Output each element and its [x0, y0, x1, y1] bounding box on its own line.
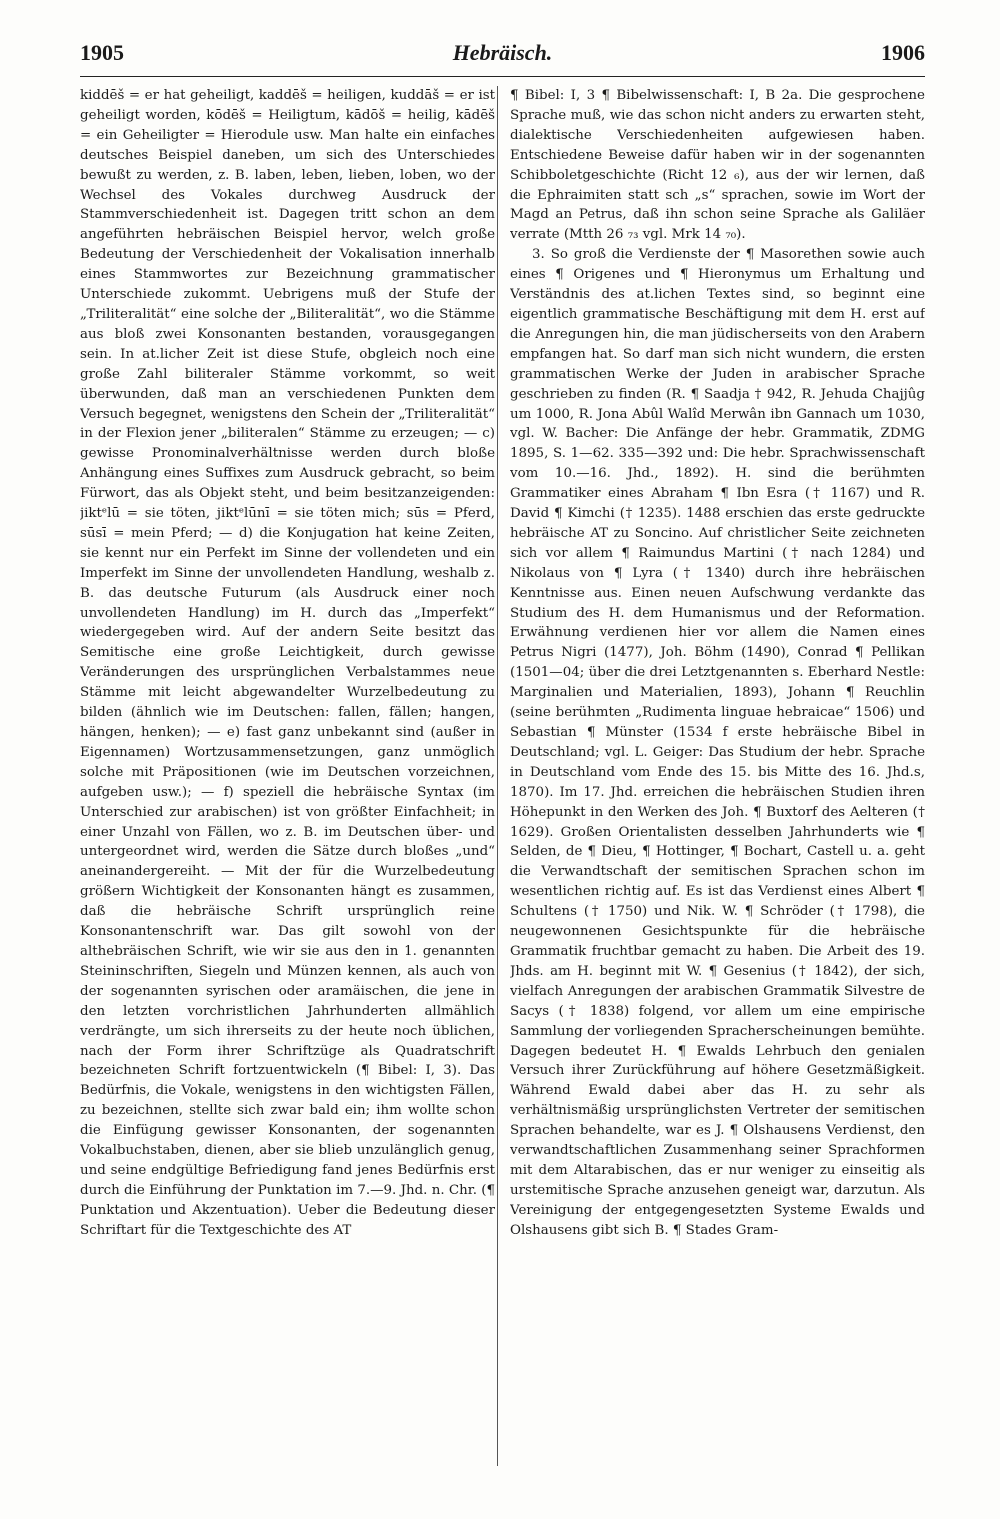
left-paragraph-1: kiddēš = er hat geheiligt, kaddēš = heiligen, kuddāš = er ist geheiligt worden, kōdēš = Heiligtum, kādōš = heilig, kādēš = ein Geheiligter = Hierodule usw. Man halte ein einfaches deutsches Beispiel daneben, um sich des Unterschiedes bewußt zu werden, z. B. laben, leben, lieben, loben, wo der Wechsel des Vokales durchweg Ausdruck der Stammverschiedenheit ist. Dagegen tritt schon an dem angeführten hebräischen Beispiel hervor, welch große Bedeutung der Verschiedenheit der Vokalisation innerhalb eines Stammwortes zur Bezeichnung grammatischer Unterschiede zukommt. Uebrigens muß der Stufe der „Triliteralität“ eine solche der „Biliteralität“, wo die Stämme aus bloß zwei Konsonanten bestanden, vorausgegangen sein. In at.licher Zeit ist diese Stufe, obgleich noch eine große Zahl biliteraler Stämme vorkommt, so weit überwunden, daß man an verschiedenen Punkten dem Versuch begegnet, wenigstens den Schein der „Triliteralität“ in der Flexion jener „biliteralen“ Stämme zu erzeugen; — c) gewisse Pronominalverhältnisse werden durch bloße Anhängung eines Suffixes zum Ausdruck gebracht, so beim Fürwort, das als Objekt steht, und beim besitzanzeigenden: jiktᵉlū = sie töten, jiktᵉlūnī = sie töten mich; sūs = Pferd, sūsī = mein Pferd; — d) die Konjugation hat keine Zeiten, sie kennt nur ein Perfekt im Sinne der vollendeten und ein Imperfekt im Sinne der unvollendeten Handlung, weshalb z. B. das deutsche Futurum (als Ausdruck einer noch unvollendeten Handlung) im H. durch das „Imperfekt“ wiedergegeben wird. Auf der andern Seite besitzt das Semitische eine große Leichtigkeit, durch gewisse Veränderungen des ursprünglichen Verbalstammes neue Stämme mit leicht abgewandelter Wurzelbedeutung zu bilden (ähnlich wie im Deutschen: fallen, fällen; hangen, hängen, henken); — e) fast ganz unbekannt sind (außer in Eigennamen) Wortzusammensetzungen, ganz unmöglich solche mit Präpositionen (wie im Deutschen vorzeichnen, aufgeben usw.); — f) speziell die hebräische Syntax (im Unterschied zur arabischen) ist von größter Einfachheit; in einer Unzahl von Fällen, wo z. B. im Deutschen über- und untergeordnet wird, werden die Sätze durch bloßes „und“ aneinandergereiht. — Mit der für die Wurzelbedeutung größern Wichtigkeit der Konsonanten hängt es zusammen, daß die hebräische Schrift ursprünglich reine Konsonantenschrift war. Das gilt sowohl von der althebräischen Schrift, wie wir sie aus den in 1. genannten Steininschriften, Siegeln und Münzen kennen, als auch von der sogenannten syrischen oder aramäischen, die jene in den letzten vorchristlichen Jahrhunderten allmählich verdrängte, um sich ihrerseits zu der heute noch üblichen, nach der Form ihrer Schriftzüge als Quadratschrift bezeichneten Schrift fortzuentwickeln (¶ Bibel: I, 3). Das Bedürfnis, die Vokale, wenigstens in den wichtigsten Fällen, zu bezeichnen, stellte sich zwar bald ein; ihm wollte schon die Einfügung gewisser Konsonanten, der sogenannten Vokalbuchstaben, dienen, aber sie blieb unzulänglich genug, und seine endgültige Befriedigung fand jenes Bedürfnis erst durch die Einführung der Punktation im 7.—9. Jhd. n. Chr. (¶ Punktation und Akzentuation). Ueber die Bedeutung dieser Schriftart für die Textgeschichte des AT [80, 88, 495, 1238]
column-divider [497, 86, 498, 1466]
running-title: Hebräisch. [452, 40, 553, 65]
right-paragraph-1: ¶ Bibel: I, 3 ¶ Bibelwissenschaft: I, B 2a. Die gesprochene Sprache muß, wie das schon nicht anders zu erwarten steht, dialektische Verschiedenheiten aufgewiesen haben. Entschiedene Beweise dafür haben wir in der sogenannten Schibboletgeschichte (Richt 12 ₆), aus der wir lernen, daß die Ephraimiten statt sch „s“ sprachen, sowie im Wort der Magd an Petrus, daß ihn schon seine Sprache als Galiläer verrate (Mtth 26 ₇₃ vgl. Mrk 14 ₇₀). [510, 88, 925, 243]
right-column-number: 1906 [881, 40, 925, 65]
left-column-number: 1905 [80, 40, 124, 65]
page-header [80, 40, 925, 72]
left-column [80, 86, 495, 1466]
header-rule [80, 76, 925, 77]
right-paragraph-2: 3. So groß die Verdienste der ¶ Masorethen sowie auch eines ¶ Origenes und ¶ Hieronymus um Erhaltung und Verständnis des at.lichen Textes sind, so beginnt eine eigentlich grammatische Beschäftigung mit dem H. erst auf die Anregungen hin, die man jüdischerseits von den Arabern empfangen hat. So darf man sich nicht wundern, die ersten grammatischen Werke der Juden in arabischer Sprache geschrieben zu finden (R. ¶ Saadja † 942, R. Jehuda Chajjûg um 1000, R. Jona Abûl Walîd Merwân ibn Gannach um 1030, vgl. W. Bacher: Die Anfänge der hebr. Grammatik, ZDMG 1895, S. 1—62. 335—392 und: Die hebr. Sprachwissenschaft vom 10.—16. Jhd., 1892). H. sind die berühmten Grammatiker eines Abraham ¶ Ibn Esra († 1167) und R. David ¶ Kimchi († 1235). 1488 erschien das erste gedruckte hebräische AT zu Soncino. Auf christlicher Seite zeichneten sich vor allem ¶ Raimundus Martini († nach 1284) und Nikolaus von ¶ Lyra († 1340) durch ihre hebräischen Kenntnisse aus. Einen neuen Aufschwung verdankte das Studium des H. dem Humanismus und der Reformation. Erwähnung verdienen hier vor allem die Namen eines Petrus Nigri (1477), Joh. Böhm (1490), Conrad ¶ Pellikan (1501—04; über die drei Letztgenannten s. Eberhard Nestle: Marginalien und Materialien, 1893), Johann ¶ Reuchlin (seine berühmten „Rudimenta linguae hebraicae“ 1506) und Sebastian ¶ Münster (1534 f erste hebräische Bibel in Deutschland; vgl. L. Geiger: Das Studium der hebr. Sprache in Deutschland vom Ende des 15. bis Mitte des 16. Jhd.s, 1870). Im 17. Jhd. erreichen die hebräischen Studien ihren Höhepunkt in den Werken des Joh. ¶ Buxtorf des Aelteren († 1629). Großen Orientalisten desselben Jahrhunderts wie ¶ Selden, de ¶ Dieu, ¶ Hottinger, ¶ Bochart, Castell u. a. geht die Verwandtschaft der semitischen Sprachen schon im wesentlichen richtig auf. Es ist das Verdienst eines Albert ¶ Schultens († 1750) und Nik. W. ¶ Schröder († 1798), die neugewonnenen Gesichtspunkte für die hebräische Grammatik fruchtbar gemacht zu haben. Die Arbeit des 19. Jhds. am H. beginnt mit W. ¶ Gesenius († 1842), der sich, vielfach Anregungen der arabischen Grammatik Silvestre de Sacys († 1838) folgend, vor allem um eine empirische Sammlung der vorliegenden Spracherscheinungen bemühte. Dagegen bedeutet H. ¶ Ewalds Lehrbuch den genialen Versuch ihrer Zurückführung auf höhere Gesetzmäßigkeit. Während Ewald dabei aber das H. zu sehr als verhältnismäßig ursprünglichsten Vertreter der semitischen Sprachen behandelte, war es J. ¶ Olshausens Verdienst, den verwandtschaftlichen Zusammenhang seiner Sprachformen mit dem Altarabischen, das er nur weniger zu einseitig als urstemitische Sprache anzusehen geneigt war, darzutun. Als Vereinigung der entgegengesetzten Systeme Ewalds und Olshausens gibt sich B. ¶ Stades Gram- [510, 247, 925, 1238]
right-column [510, 86, 925, 1466]
